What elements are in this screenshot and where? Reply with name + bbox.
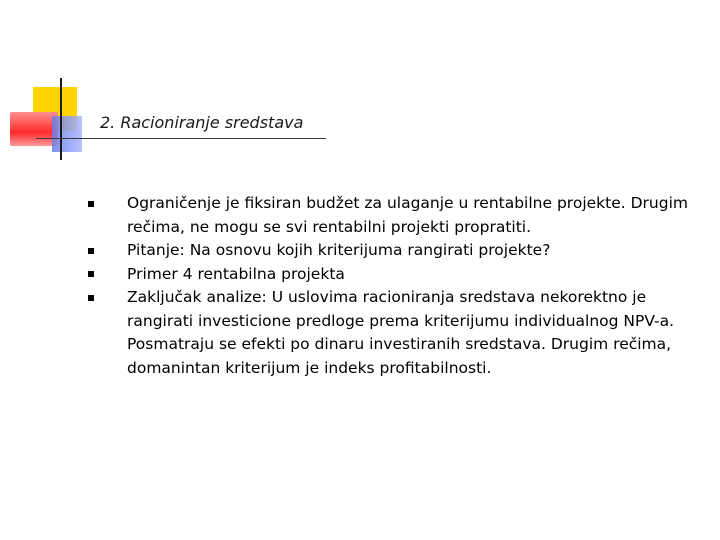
bullet-list bbox=[88, 192, 698, 380]
square-bullet-icon bbox=[88, 295, 94, 301]
title-underline bbox=[36, 138, 326, 139]
bullet-text: Pitanje: Na osnovu kojih kriterijuma rangirati projekte? bbox=[127, 241, 551, 259]
square-bullet-icon bbox=[88, 271, 94, 277]
title-decoration-red-bar bbox=[10, 112, 58, 146]
bullet-text: Ograničenje je fiksiran budžet za ulaganje u rentabilne projekte. Drugim rečima, ne mogu se svi rentabilni projekti propratiti. bbox=[127, 194, 688, 236]
bullet-item bbox=[88, 239, 698, 263]
bullet-item bbox=[88, 286, 698, 380]
title-decoration-vertical-line bbox=[60, 78, 62, 160]
bullet-text: Primer 4 rentabilna projekta bbox=[127, 264, 345, 283]
slide-title: 2. Racioniranje sredstava bbox=[100, 113, 304, 132]
bullet-text: Zaključak analize: U uslovima racioniranja sredstava nekorektno je rangirati investicione predloge prema kriterijumu individualnog NPV-a. Posmatraju se efekti po dinaru investiranih sredstava. Drugim rečima, domanintan kriterijum je indeks profitabilnosti. bbox=[127, 288, 675, 377]
title-decoration-blue-block bbox=[52, 116, 82, 152]
square-bullet-icon bbox=[88, 248, 94, 254]
square-bullet-icon bbox=[88, 201, 94, 207]
bullet-item bbox=[88, 192, 698, 239]
bullet-item bbox=[88, 263, 698, 287]
